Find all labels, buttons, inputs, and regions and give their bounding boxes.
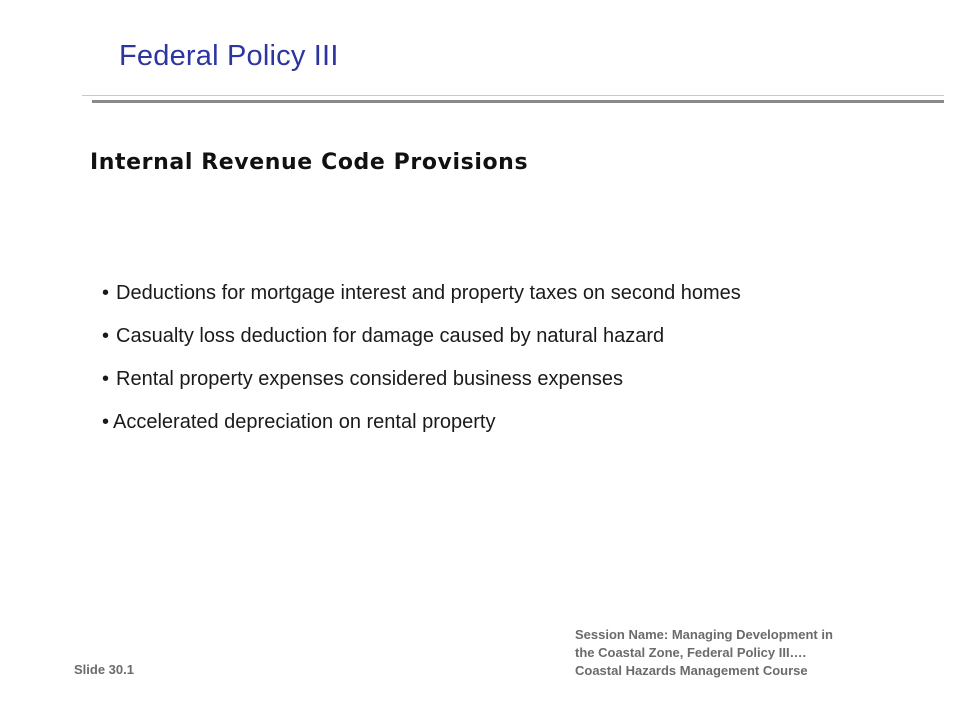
bullet-item [102, 409, 741, 452]
title-divider [92, 100, 944, 103]
bullet-item [102, 366, 741, 409]
slide-title: Federal Policy III [119, 40, 339, 72]
bullet-text: Rental property expenses considered business expenses [116, 368, 623, 390]
title-divider-light [82, 95, 944, 96]
bullet-text: Casualty loss deduction for damage caused by natural hazard [116, 325, 665, 347]
bullet-item [102, 280, 741, 323]
bullet-list [102, 280, 741, 452]
section-heading: Internal Revenue Code Provisions [90, 150, 529, 175]
bullet-icon: • [102, 325, 110, 347]
session-info [575, 626, 833, 680]
session-line: Coastal Hazards Management Course [575, 663, 808, 678]
bullet-icon: • [102, 411, 110, 433]
session-line: Session Name: Managing Development in [575, 627, 833, 642]
bullet-text: Accelerated depreciation on rental property [113, 411, 496, 433]
bullet-text: Deductions for mortgage interest and property taxes on second homes [116, 282, 741, 304]
bullet-item [102, 323, 741, 366]
session-line: the Coastal Zone, Federal Policy III…. [575, 645, 807, 660]
slide-number: Slide 30.1 [74, 662, 134, 677]
bullet-icon: • [102, 282, 110, 304]
bullet-icon: • [102, 368, 110, 390]
